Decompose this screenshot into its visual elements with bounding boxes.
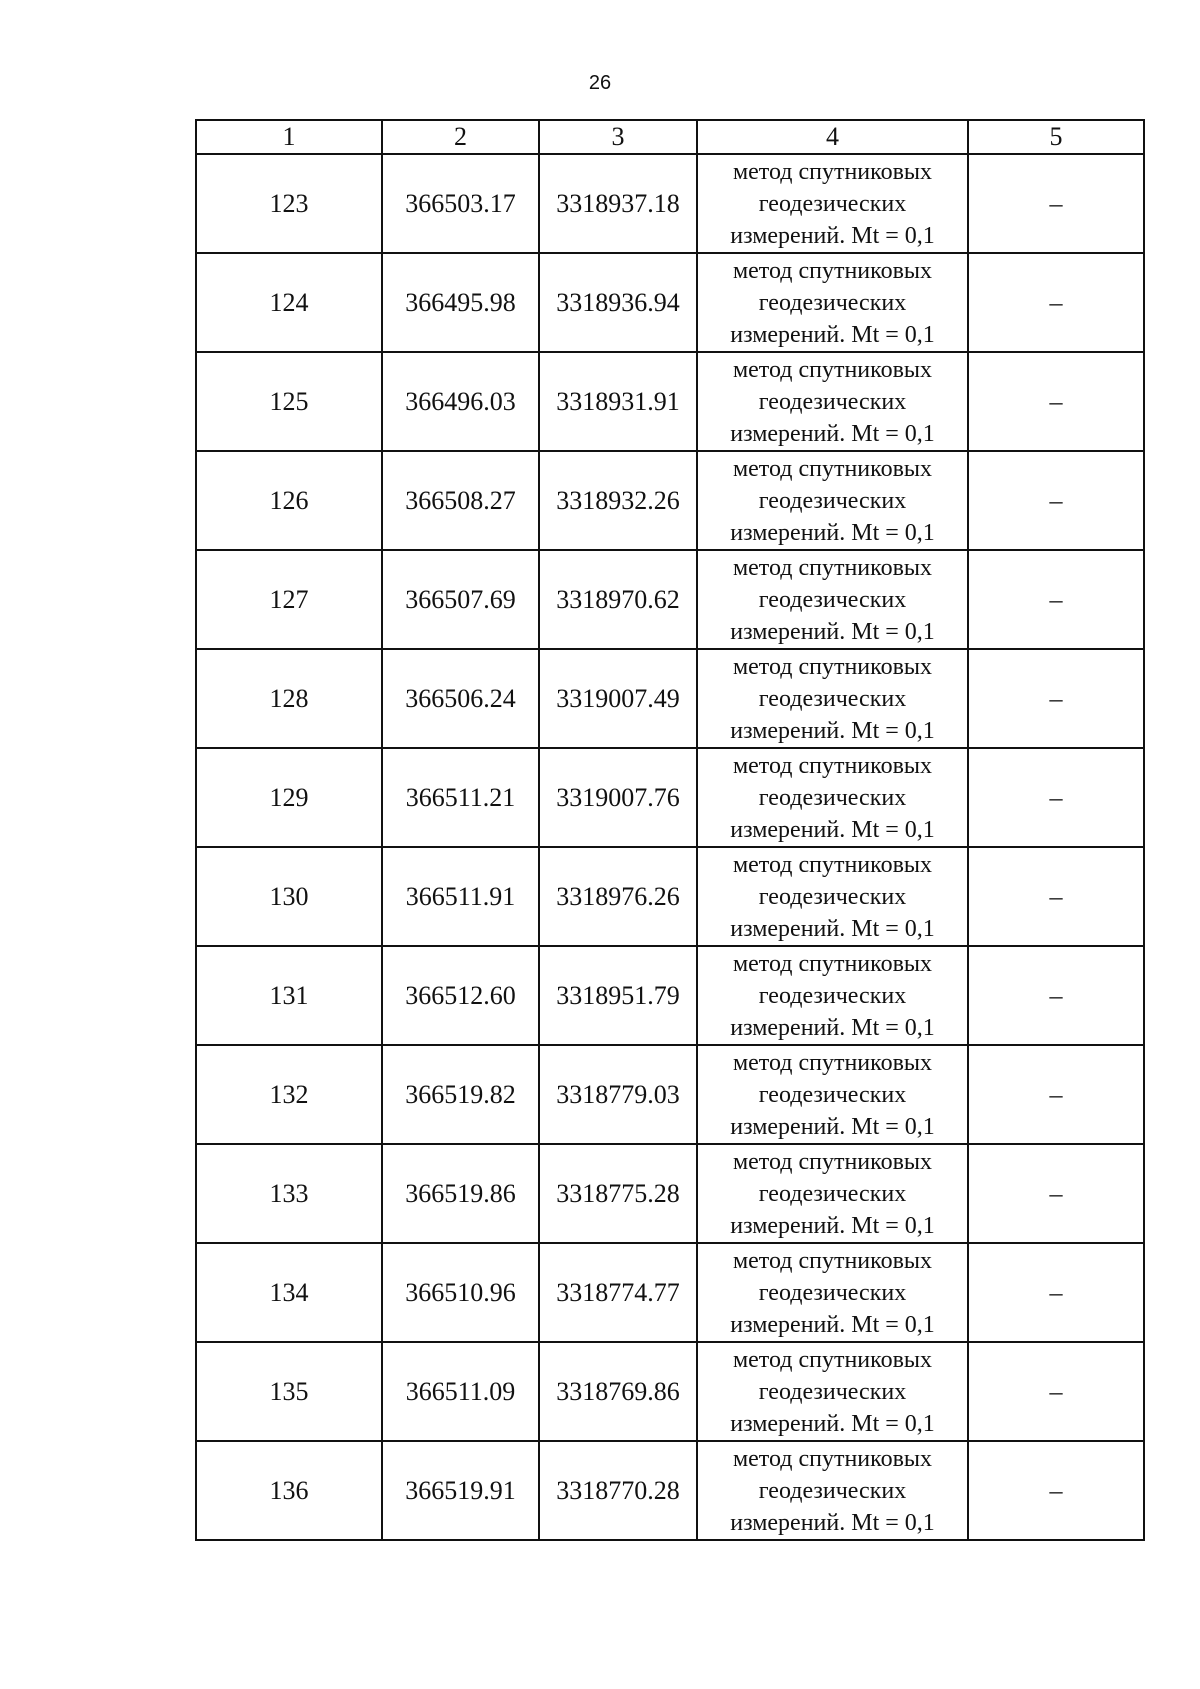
- method-cell: [697, 1243, 968, 1342]
- x-coordinate-cell: 366510.96: [382, 1243, 539, 1342]
- note-cell: –: [968, 253, 1144, 352]
- table-row: [196, 352, 1144, 451]
- table-row: [196, 649, 1144, 748]
- column-header-5: 5: [968, 120, 1144, 154]
- method-line: метод спутниковых: [732, 1346, 933, 1373]
- method-line: измерений. Mt = 0,1: [730, 1014, 935, 1041]
- method-line: измерений. Mt = 0,1: [730, 1311, 935, 1338]
- method-line: измерений. Mt = 0,1: [730, 816, 935, 843]
- note-cell: –: [968, 1144, 1144, 1243]
- table-row: [196, 253, 1144, 352]
- point-number-cell: 136: [196, 1441, 382, 1540]
- table-row: [196, 1441, 1144, 1540]
- y-coordinate-cell: 3318774.77: [539, 1243, 697, 1342]
- method-line: геодезических: [758, 1279, 907, 1306]
- method-line: метод спутниковых: [732, 1445, 933, 1472]
- x-coordinate-cell: 366503.17: [382, 154, 539, 253]
- coordinates-table: [195, 119, 1145, 1541]
- note-cell: –: [968, 748, 1144, 847]
- method-line: измерений. Mt = 0,1: [730, 915, 935, 942]
- point-number-cell: 127: [196, 550, 382, 649]
- note-cell: –: [968, 946, 1144, 1045]
- method-line: метод спутниковых: [732, 851, 933, 878]
- point-number-cell: 135: [196, 1342, 382, 1441]
- column-header-4: 4: [697, 120, 968, 154]
- method-line: измерений. Mt = 0,1: [730, 717, 935, 744]
- table-row: [196, 550, 1144, 649]
- x-coordinate-cell: 366495.98: [382, 253, 539, 352]
- table-row: [196, 1045, 1144, 1144]
- y-coordinate-cell: 3318976.26: [539, 847, 697, 946]
- method-cell: [697, 946, 968, 1045]
- note-cell: –: [968, 550, 1144, 649]
- note-cell: –: [968, 352, 1144, 451]
- method-cell: [697, 847, 968, 946]
- method-line: метод спутниковых: [732, 158, 933, 185]
- y-coordinate-cell: 3318951.79: [539, 946, 697, 1045]
- page-number: 26: [588, 72, 612, 94]
- method-line: геодезических: [758, 1180, 907, 1207]
- method-line: метод спутниковых: [732, 257, 933, 284]
- method-line: геодезических: [758, 685, 907, 712]
- method-line: измерений. Mt = 0,1: [730, 321, 935, 348]
- note-cell: –: [968, 1243, 1144, 1342]
- method-line: метод спутниковых: [732, 752, 933, 779]
- method-cell: [697, 550, 968, 649]
- table-row: [196, 748, 1144, 847]
- method-cell: [697, 1342, 968, 1441]
- method-cell: [697, 1144, 968, 1243]
- method-cell: [697, 649, 968, 748]
- x-coordinate-cell: 366519.86: [382, 1144, 539, 1243]
- method-line: измерений. Mt = 0,1: [730, 1212, 935, 1239]
- point-number-cell: 131: [196, 946, 382, 1045]
- method-line: геодезических: [758, 190, 907, 217]
- column-header-1: 1: [196, 120, 382, 154]
- method-line: метод спутниковых: [732, 1148, 933, 1175]
- method-line: геодезических: [758, 1477, 907, 1504]
- table-body: [196, 154, 1144, 1540]
- table-row: [196, 451, 1144, 550]
- point-number-cell: 123: [196, 154, 382, 253]
- method-line: геодезических: [758, 388, 907, 415]
- method-cell: [697, 1441, 968, 1540]
- method-cell: [697, 154, 968, 253]
- method-line: геодезических: [758, 289, 907, 316]
- method-line: метод спутниковых: [732, 950, 933, 977]
- point-number-cell: 124: [196, 253, 382, 352]
- y-coordinate-cell: 3318770.28: [539, 1441, 697, 1540]
- table-row: [196, 1243, 1144, 1342]
- y-coordinate-cell: 3318931.91: [539, 352, 697, 451]
- note-cell: –: [968, 1342, 1144, 1441]
- x-coordinate-cell: 366511.09: [382, 1342, 539, 1441]
- y-coordinate-cell: 3318779.03: [539, 1045, 697, 1144]
- method-cell: [697, 748, 968, 847]
- table-row: [196, 847, 1144, 946]
- method-line: измерений. Mt = 0,1: [730, 519, 935, 546]
- y-coordinate-cell: 3318937.18: [539, 154, 697, 253]
- y-coordinate-cell: 3318936.94: [539, 253, 697, 352]
- table-row: [196, 1342, 1144, 1441]
- note-cell: –: [968, 1045, 1144, 1144]
- y-coordinate-cell: 3318769.86: [539, 1342, 697, 1441]
- x-coordinate-cell: 366519.82: [382, 1045, 539, 1144]
- point-number-cell: 128: [196, 649, 382, 748]
- method-line: геодезических: [758, 883, 907, 910]
- note-cell: –: [968, 1441, 1144, 1540]
- x-coordinate-cell: 366511.91: [382, 847, 539, 946]
- x-coordinate-cell: 366506.24: [382, 649, 539, 748]
- note-cell: –: [968, 451, 1144, 550]
- point-number-cell: 125: [196, 352, 382, 451]
- method-line: метод спутниковых: [732, 653, 933, 680]
- point-number-cell: 129: [196, 748, 382, 847]
- y-coordinate-cell: 3318775.28: [539, 1144, 697, 1243]
- method-line: геодезических: [758, 1378, 907, 1405]
- point-number-cell: 130: [196, 847, 382, 946]
- x-coordinate-cell: 366507.69: [382, 550, 539, 649]
- table-row: [196, 1144, 1144, 1243]
- y-coordinate-cell: 3319007.49: [539, 649, 697, 748]
- point-number-cell: 133: [196, 1144, 382, 1243]
- note-cell: –: [968, 847, 1144, 946]
- x-coordinate-cell: 366519.91: [382, 1441, 539, 1540]
- method-line: геодезических: [758, 982, 907, 1009]
- method-line: метод спутниковых: [732, 1247, 933, 1274]
- method-line: геодезических: [758, 1081, 907, 1108]
- method-line: метод спутниковых: [732, 1049, 933, 1076]
- method-cell: [697, 253, 968, 352]
- column-header-2: 2: [382, 120, 539, 154]
- method-line: измерений. Mt = 0,1: [730, 222, 935, 249]
- y-coordinate-cell: 3318932.26: [539, 451, 697, 550]
- table-row: [196, 154, 1144, 253]
- point-number-cell: 126: [196, 451, 382, 550]
- note-cell: –: [968, 154, 1144, 253]
- method-line: метод спутниковых: [732, 455, 933, 482]
- method-line: геодезических: [758, 784, 907, 811]
- header-row: [196, 120, 1144, 154]
- method-cell: [697, 352, 968, 451]
- x-coordinate-cell: 366508.27: [382, 451, 539, 550]
- method-cell: [697, 1045, 968, 1144]
- y-coordinate-cell: 3319007.76: [539, 748, 697, 847]
- point-number-cell: 134: [196, 1243, 382, 1342]
- method-line: измерений. Mt = 0,1: [730, 1509, 935, 1536]
- x-coordinate-cell: 366511.21: [382, 748, 539, 847]
- method-line: измерений. Mt = 0,1: [730, 1410, 935, 1437]
- method-line: измерений. Mt = 0,1: [730, 618, 935, 645]
- method-line: измерений. Mt = 0,1: [730, 1113, 935, 1140]
- x-coordinate-cell: 366496.03: [382, 352, 539, 451]
- method-line: метод спутниковых: [732, 554, 933, 581]
- point-number-cell: 132: [196, 1045, 382, 1144]
- method-cell: [697, 451, 968, 550]
- x-coordinate-cell: 366512.60: [382, 946, 539, 1045]
- column-header-3: 3: [539, 120, 697, 154]
- note-cell: –: [968, 649, 1144, 748]
- y-coordinate-cell: 3318970.62: [539, 550, 697, 649]
- method-line: метод спутниковых: [732, 356, 933, 383]
- method-line: измерений. Mt = 0,1: [730, 420, 935, 447]
- table-row: [196, 946, 1144, 1045]
- method-line: геодезических: [758, 487, 907, 514]
- method-line: геодезических: [758, 586, 907, 613]
